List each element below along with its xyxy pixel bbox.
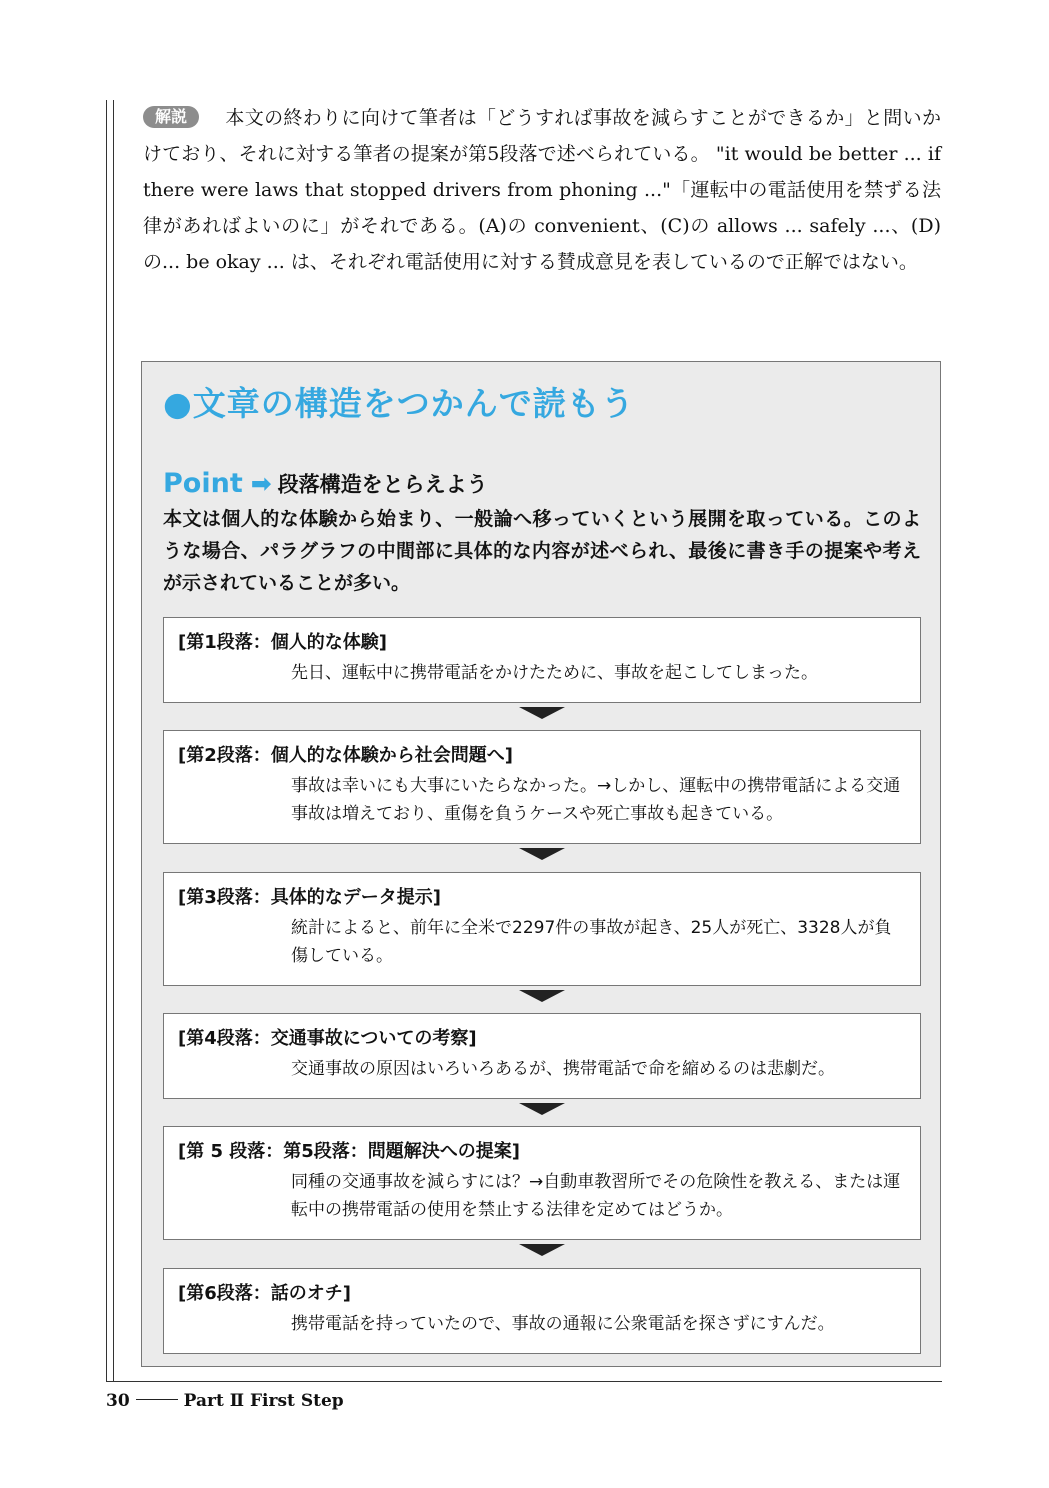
paragraph-step-2 <box>163 730 921 844</box>
point-text: 本文は個人的な体験から始まり、一般論へ移っていくという展開を取っている。このような場合、パラグラフの中間部に具体的な内容が述べられ、最後に書き手の提案や考えが示されていることが多い。 <box>163 508 921 594</box>
margin-rule-inner <box>113 100 114 1382</box>
paragraph-step-1 <box>163 617 921 703</box>
step-body: 先日、運転中に携帯電話をかけたために、事故を起こしてしまった。 <box>291 663 818 683</box>
step-title: [第6段落：話のオチ] <box>178 1283 351 1304</box>
paragraph-step-4 <box>163 1013 921 1099</box>
explanation-text: 本文の終わりに向けて筆者は「どうすれば事故を減らすことができるか」と問いかけており、それに対する筆者の提案が第5段落で述べられている。 "it would be better ... if there were laws that stopped drivers from phoning ..."「運転中の電話使用を禁ずる法律があればよいのに」がそれである。(A)の convenient、(C)の allows ... safely ...、(D)の... be okay ... は、それぞれ電話使用に対する賛成意見を表しているので正解ではない。 <box>143 107 941 273</box>
step-title: [第4段落：交通事故についての考察] <box>178 1028 477 1049</box>
down-arrow-icon <box>519 1103 565 1115</box>
paragraph-step-5 <box>163 1126 921 1240</box>
down-arrow-icon <box>519 848 565 860</box>
section-name: Part Ⅱ First Step <box>183 1391 344 1411</box>
step-body: 統計によると、前年に全米で2297件の事故が起き、25人が死亡、3328人が負傷している。 <box>291 918 892 966</box>
explanation-paragraph <box>143 100 941 280</box>
step-body: 事故は幸いにも大事にいたらなかった。→しかし、運転中の携帯電話による交通事故は増えており、重傷を負うケースや死亡事故も起きている。 <box>291 776 901 824</box>
page-footer <box>106 1389 344 1413</box>
step-body: 携帯電話を持っていたので、事故の通報に公衆電話を探さずにすんだ。 <box>291 1314 835 1334</box>
footer-dash <box>136 1399 178 1400</box>
step-title: [第1段落：個人的な体験] <box>178 632 387 653</box>
point-heading: 段落構造をとらえよう <box>277 472 488 497</box>
step-body: 同種の交通事故を減らすには？→自動車教習所でその危険性を教える、または運転中の携帯電話の使用を禁止する法律を定めてはどうか。 <box>291 1172 901 1220</box>
step-body: 交通事故の原因はいろいろあるが、携帯電話で命を縮めるのは悲劇だ。 <box>291 1059 835 1079</box>
point-header <box>163 468 488 502</box>
footer-rule <box>106 1381 942 1382</box>
point-label: Point <box>163 468 243 499</box>
down-arrow-icon <box>519 990 565 1002</box>
page-number: 30 <box>106 1391 130 1411</box>
right-arrow-icon: ➡ <box>250 469 272 498</box>
down-arrow-icon <box>519 1244 565 1256</box>
explanation-badge: 解説 <box>143 106 199 128</box>
step-title: [第 5 段落：第5段落：問題解決への提案] <box>178 1141 521 1162</box>
paragraph-step-6 <box>163 1268 921 1354</box>
paragraph-step-3 <box>163 872 921 986</box>
step-title: [第3段落：具体的なデータ提示] <box>178 887 441 908</box>
panel-title: ●文章の構造をつかんで読もう <box>163 384 635 423</box>
margin-rule-outer <box>106 100 107 1382</box>
step-title: [第2段落：個人的な体験から社会問題へ] <box>178 745 513 766</box>
structure-panel <box>141 361 941 1367</box>
down-arrow-icon <box>519 707 565 719</box>
